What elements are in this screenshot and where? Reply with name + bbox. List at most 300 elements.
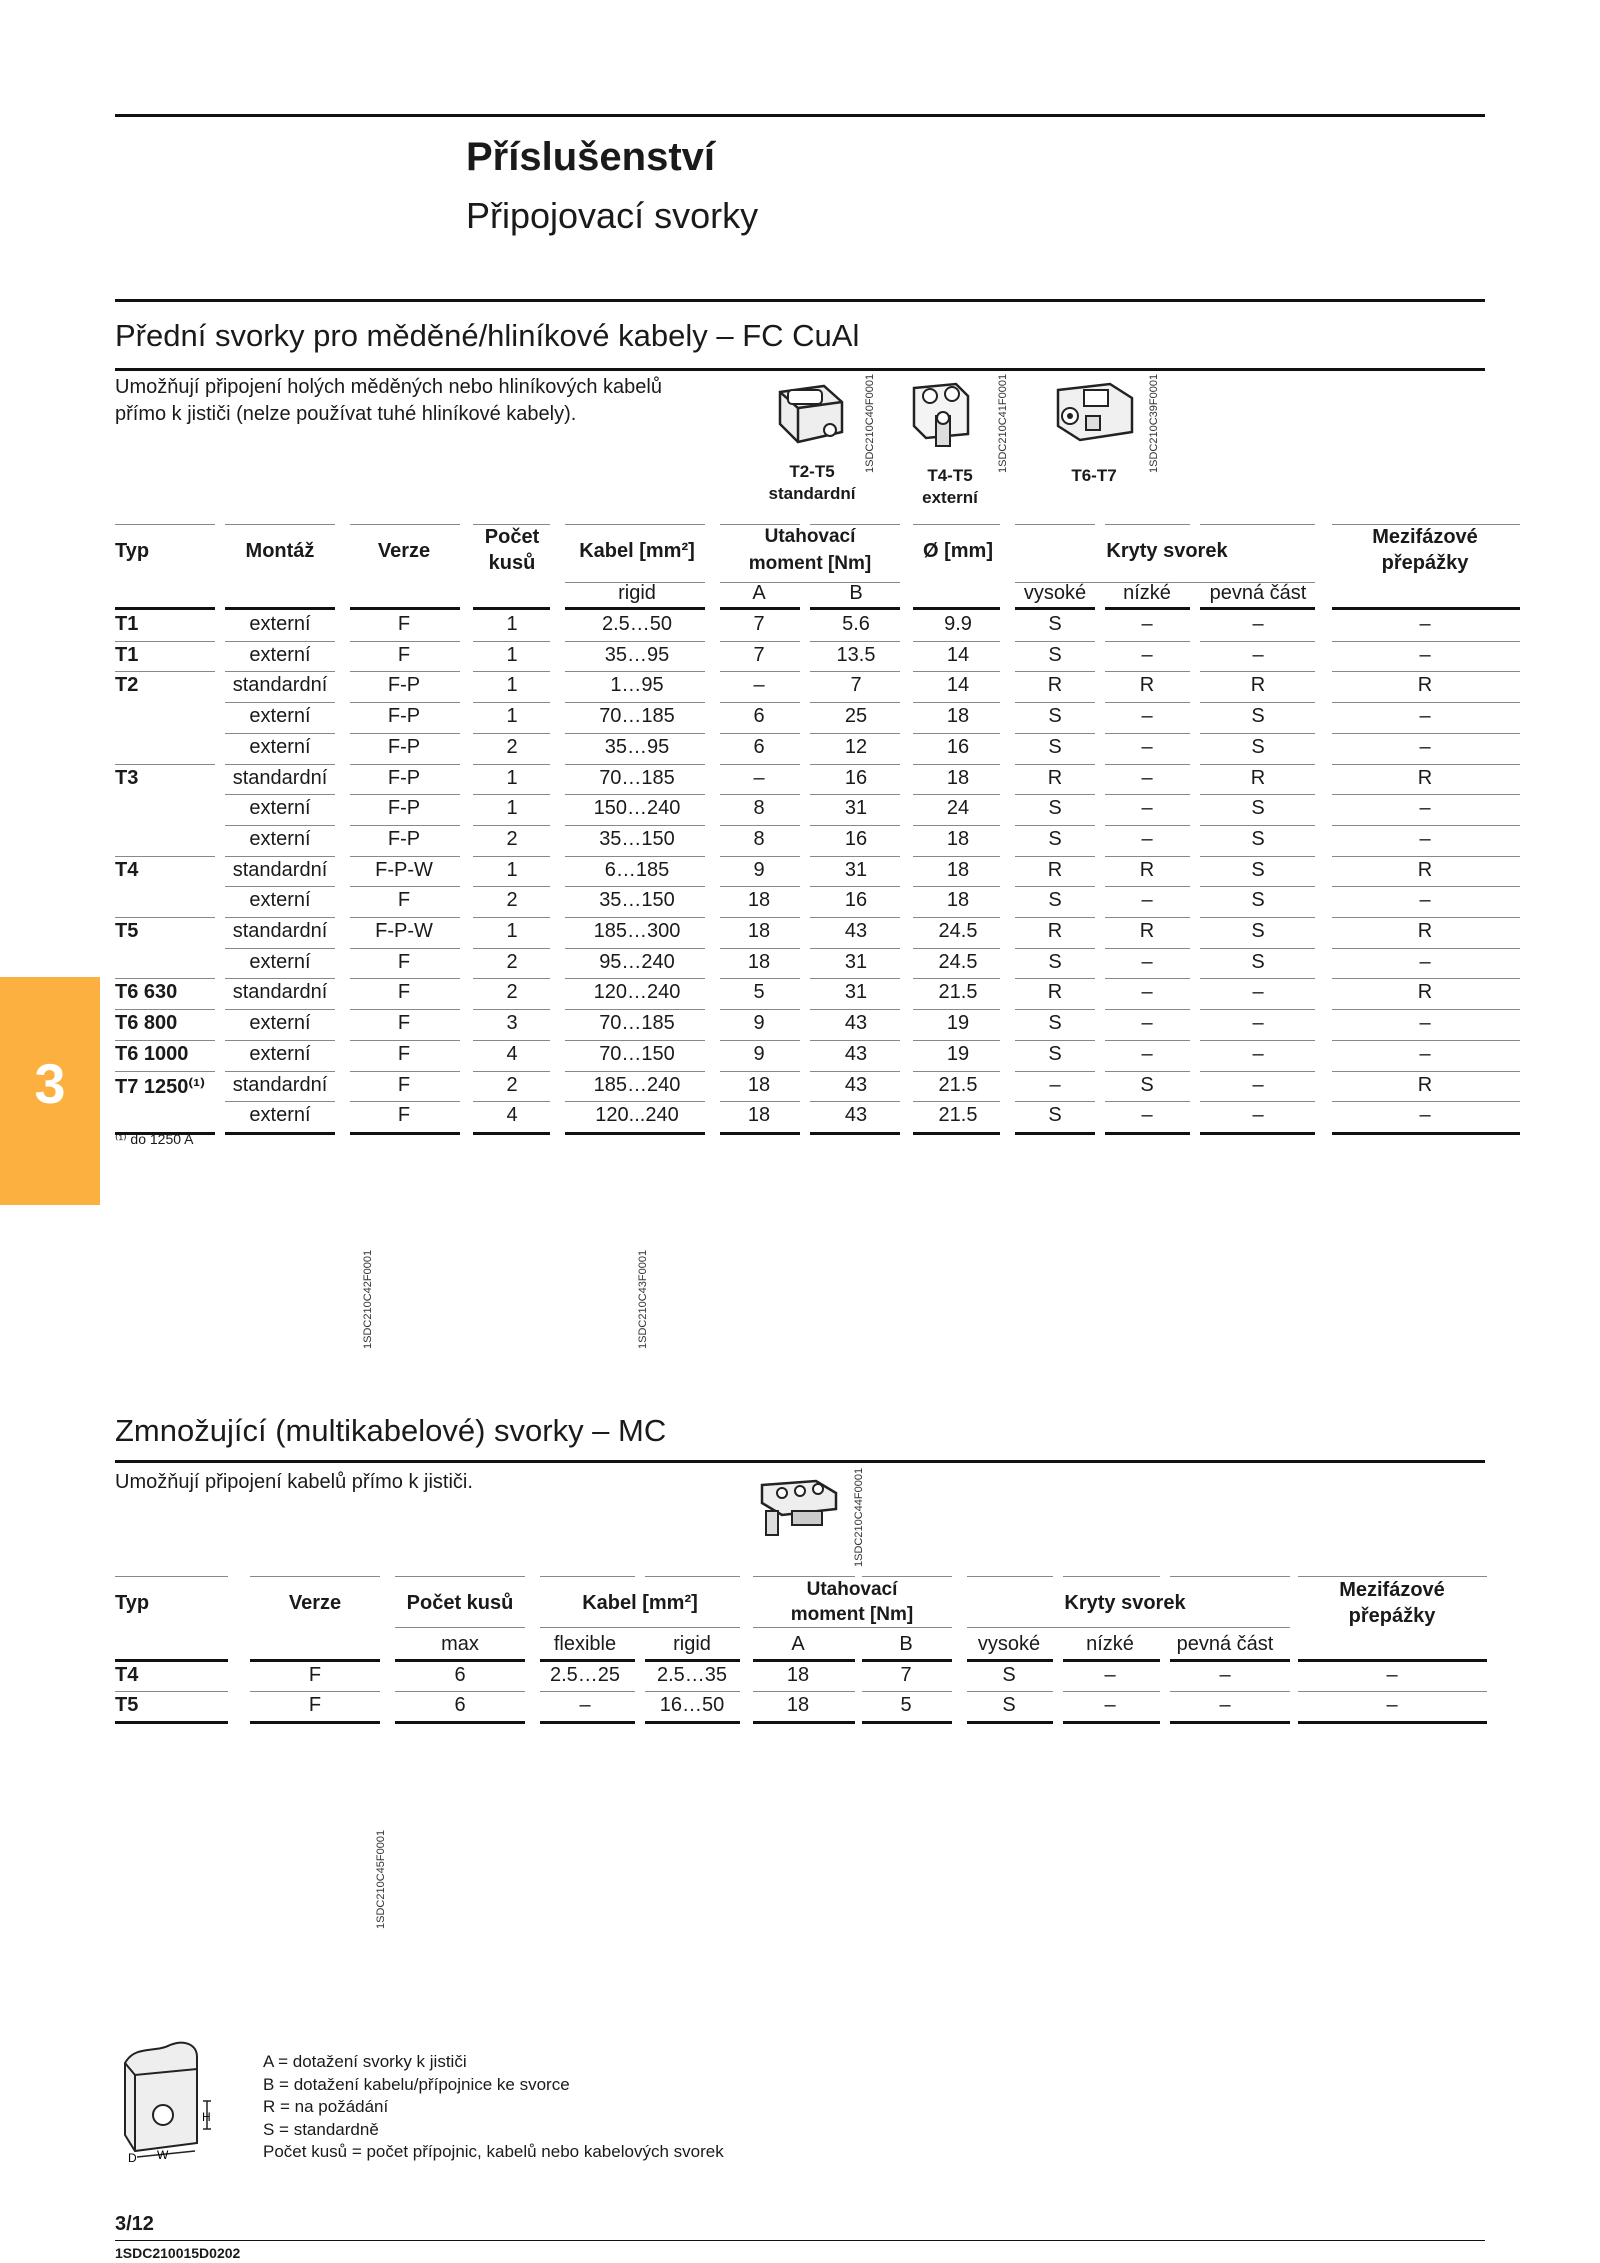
fc-image2-code: 1SDC210C41F0001 [997, 373, 1009, 473]
fc-row-rule [1200, 978, 1315, 979]
fc-row-rule [565, 978, 705, 979]
fc-row-rule [565, 1071, 705, 1072]
fc-cell: R [1417, 767, 1433, 789]
fc-cell: R [1139, 859, 1155, 881]
fc-cell: R [1047, 981, 1063, 1003]
fc-cell: 9 [753, 1012, 765, 1034]
fc-cell: S [1048, 951, 1062, 973]
fc-row-rule [810, 825, 900, 826]
fc-cell: 2 [506, 981, 518, 1003]
fc-row-rule [720, 671, 800, 672]
fc-row-rule [1332, 886, 1520, 887]
mc-header-mezifazove-l2: přepážky [1348, 1605, 1436, 1627]
fc-cell: 7 [753, 613, 765, 635]
fc-cell: externí [249, 613, 311, 635]
fc-row-rule [810, 978, 900, 979]
fc-cell: F [397, 951, 411, 973]
fc-cell: – [1252, 644, 1264, 666]
fc-cell: F [397, 981, 411, 1003]
mc-subheader-vysoke: vysoké [977, 1633, 1041, 1655]
top-rule [115, 114, 1485, 117]
fc-cell: – [1141, 705, 1153, 727]
fc-row-rule [913, 825, 1000, 826]
fc-cell-typ: T1 [115, 644, 139, 666]
chapter-tab [0, 977, 100, 1205]
fc-row-rule [565, 733, 705, 734]
fc-heading: Přední svorky pro měděné/hliníkové kabely – FC CuAl [115, 318, 860, 353]
mc-header-bottom-rule [1170, 1659, 1290, 1662]
fc-row-rule [473, 764, 550, 765]
fc-image3-label [1034, 465, 1154, 487]
fc-header-mezifazove-l2: přepážky [1381, 552, 1469, 574]
fc-row-rule [720, 733, 800, 734]
fc-cell: – [1252, 1012, 1264, 1034]
mc-header-bottom-rule [1063, 1659, 1160, 1662]
fc-cell: 18 [747, 951, 771, 973]
fc-cell: R [1417, 1074, 1433, 1096]
fc-row-rule [1332, 702, 1520, 703]
fc-cell: F-P [387, 797, 421, 819]
fc-subheader-rigid: rigid [618, 582, 656, 604]
mc-table-bottom-rule [862, 1721, 952, 1724]
fc-row-rule [1015, 1040, 1095, 1041]
fc-cell: S [1048, 613, 1062, 635]
fc-cell: 1 [506, 920, 518, 942]
mc-cell: – [1104, 1694, 1116, 1716]
fc-cell: 2.5…50 [601, 613, 673, 635]
fc-image1-label-l2: standardní [768, 484, 856, 503]
fc-row-rule [115, 764, 215, 765]
mc-header-bottom-rule [395, 1659, 525, 1662]
fc-table-bottom-rule [350, 1132, 460, 1135]
fc-table-bottom-rule [810, 1132, 900, 1135]
fc-row-rule [473, 641, 550, 642]
fc-cell: externí [249, 828, 311, 850]
fc-row-rule [1015, 702, 1095, 703]
fc-row-rule [913, 794, 1000, 795]
fc-cell-typ: T3 [115, 767, 139, 789]
fc-cell: 120…240 [593, 981, 681, 1003]
fc-cell: 35…95 [604, 644, 670, 666]
fc-cell: – [1049, 1074, 1061, 1096]
fc-cell: S [1251, 859, 1265, 881]
fc-row-rule [913, 917, 1000, 918]
fc-cell: – [1141, 644, 1153, 666]
fc-cell-typ: T1 [115, 613, 139, 635]
mc-header-top-rule [967, 1576, 1053, 1577]
fc-cell: R [1417, 920, 1433, 942]
fc-row-rule [1332, 948, 1520, 949]
fc-cell: S [1048, 1043, 1062, 1065]
fc-cell: standardní [232, 674, 328, 696]
fc-header-top-rule [225, 524, 335, 525]
fc-row-rule [1200, 1101, 1315, 1102]
fc-cell: 2 [506, 828, 518, 850]
fc-cell: – [1141, 1043, 1153, 1065]
fc-cell: 2 [506, 1074, 518, 1096]
mc-subheader-flexible: flexible [553, 1633, 617, 1655]
fc-row-rule [913, 733, 1000, 734]
fc-row-rule [565, 1040, 705, 1041]
fc-header-top-rule [1200, 524, 1315, 525]
fc-row-rule [225, 671, 335, 672]
fc-row-rule [1015, 1071, 1095, 1072]
fc-cell: R [1047, 674, 1063, 696]
fc-cell: R [1047, 767, 1063, 789]
fc-intro-line1: Umožňují připojení holých měděných nebo hliníkových kabelů [115, 376, 662, 398]
fc-cell: – [753, 674, 765, 696]
fc-header-bottom-rule [473, 607, 550, 610]
fc-row-rule [1015, 733, 1095, 734]
mc-cell: – [1219, 1694, 1231, 1716]
page-subtitle: Připojovací svorky [466, 195, 759, 236]
fc-cell: 21.5 [938, 981, 978, 1003]
fc-row-rule [1332, 733, 1520, 734]
mc-cell: 18 [786, 1664, 810, 1686]
fc-cell: – [1419, 1043, 1431, 1065]
fc-row-rule [565, 917, 705, 918]
fc-header-top-rule [473, 524, 550, 525]
fc-row-rule [1332, 1101, 1520, 1102]
fc-row-rule [115, 917, 215, 918]
fc-row-rule [565, 948, 705, 949]
fc-row-rule [1200, 948, 1315, 949]
fc-cell: – [1419, 797, 1431, 819]
mc-row-rule [1170, 1691, 1290, 1692]
dimension-d-label: D [128, 2151, 137, 2165]
fc-cell: S [1048, 828, 1062, 850]
fc-cell: 1 [506, 767, 518, 789]
fc-cell: 185…300 [593, 920, 681, 942]
mc-below-code: 1SDC210C45F0001 [375, 1829, 387, 1929]
fc-cell: S [1048, 1104, 1062, 1126]
fc-table-bottom-rule [1332, 1132, 1520, 1135]
fc-image3-code: 1SDC210C39F0001 [1148, 373, 1160, 473]
fc-header-top-rule [810, 524, 900, 525]
fc-cell: – [1419, 705, 1431, 727]
fc-cell: 7 [850, 674, 862, 696]
fc-row-rule [810, 733, 900, 734]
fc-cell: 150…240 [593, 797, 681, 819]
fc-row-rule [473, 671, 550, 672]
fc-header-prumer: Ø [mm] [923, 540, 993, 562]
mc-cell: 6 [454, 1694, 466, 1716]
fc-cell: 25 [844, 705, 868, 727]
fc-cell: 7 [753, 644, 765, 666]
fc-row-rule [565, 1101, 705, 1102]
fc-cell: S [1251, 736, 1265, 758]
fc-row-rule [720, 825, 800, 826]
mc-header-top-rule [862, 1576, 952, 1577]
fc-row-rule [350, 1040, 460, 1041]
fc-row-rule [473, 978, 550, 979]
fc-row-rule [565, 702, 705, 703]
fc-row-rule [1332, 671, 1520, 672]
fc-row-rule [225, 794, 335, 795]
fc-header-mezifazove-l1: Mezifázové [1372, 526, 1478, 548]
fc-row-rule [1105, 764, 1190, 765]
mc-header-top-rule [540, 1576, 635, 1577]
fc-cell: 2 [506, 736, 518, 758]
fc-terminal-t6t7-image [1050, 376, 1140, 456]
fc-image1-label-l1: T2-T5 [789, 462, 835, 481]
fc-cell: S [1251, 889, 1265, 911]
fc-row-rule [913, 702, 1000, 703]
fc-row-rule [225, 733, 335, 734]
fc-cell: 19 [946, 1043, 970, 1065]
fc-cell: standardní [232, 981, 328, 1003]
mc-terminal-image [752, 1475, 842, 1555]
terminal-dimension-diagram [115, 2035, 225, 2165]
mc-row-rule [1298, 1691, 1487, 1692]
mc-subheader-rule [540, 1627, 740, 1628]
fc-cell: F-P-W [375, 859, 433, 881]
fc-subheader-vysoke: vysoké [1023, 582, 1087, 604]
fc-row-rule [1105, 978, 1190, 979]
fc-cell: – [1419, 951, 1431, 973]
fc-row-rule [473, 886, 550, 887]
fc-row-rule [1105, 1071, 1190, 1072]
fc-below-code2: 1SDC210C43F0001 [637, 1249, 649, 1349]
mc-cell: F [308, 1694, 322, 1716]
fc-row-rule [1200, 917, 1315, 918]
fc-cell: 35…95 [604, 736, 670, 758]
fc-cell: 16 [946, 736, 970, 758]
fc-row-rule [720, 856, 800, 857]
fc-row-rule [1015, 825, 1095, 826]
fc-header-moment-l2: moment [Nm] [748, 553, 872, 574]
fc-cell: – [1141, 889, 1153, 911]
fc-cell: – [1141, 613, 1153, 635]
fc-header-top-rule [1332, 524, 1520, 525]
fc-cell: R [1139, 920, 1155, 942]
mc-cell: 18 [786, 1694, 810, 1716]
fc-subheader-nizke: nízké [1123, 582, 1171, 604]
fc-cell: S [1251, 797, 1265, 819]
fc-row-rule [810, 1071, 900, 1072]
mc-table-bottom-rule [1063, 1721, 1160, 1724]
fc-cell: 18 [946, 767, 970, 789]
mc-header-top-rule [1063, 1576, 1160, 1577]
fc-cell-typ: T7 1250⁽¹⁾ [115, 1076, 205, 1098]
mc-table-bottom-rule [967, 1721, 1053, 1724]
fc-cell: F [397, 1104, 411, 1126]
fc-row-rule [1015, 641, 1095, 642]
fc-row-rule [1105, 1101, 1190, 1102]
fc-cell: S [1251, 951, 1265, 973]
fc-header-bottom-rule [1015, 607, 1095, 610]
fc-row-rule [1105, 948, 1190, 949]
fc-cell: F [397, 644, 411, 666]
fc-cell: 24.5 [938, 951, 978, 973]
mc-subheader-b: B [899, 1633, 913, 1655]
mc-row-rule [395, 1691, 525, 1692]
mc-cell: 6 [454, 1664, 466, 1686]
mc-header-top-rule [1298, 1576, 1487, 1577]
mc-subheader-a: A [791, 1633, 805, 1655]
fc-header-kabel: Kabel [mm²] [579, 540, 695, 562]
fc-table-bottom-rule [1200, 1132, 1315, 1135]
fc-cell: 35…150 [599, 828, 675, 850]
fc-row-rule [473, 856, 550, 857]
fc-cell: 31 [844, 859, 868, 881]
fc-row-rule [913, 641, 1000, 642]
mc-heading: Zmnožující (multikabelové) svorky – MC [115, 1413, 667, 1448]
fc-row-rule [1105, 794, 1190, 795]
fc-cell: F [397, 1012, 411, 1034]
fc-header-top-rule [1015, 524, 1095, 525]
fc-cell: 14 [946, 674, 970, 696]
fc-row-rule [350, 886, 460, 887]
fc-table-bottom-rule [565, 1132, 705, 1135]
fc-cell: 4 [506, 1104, 518, 1126]
mc-header-bottom-rule [115, 1659, 228, 1662]
fc-row-rule [225, 1009, 335, 1010]
fc-row-rule [1332, 641, 1520, 642]
fc-cell: 18 [946, 859, 970, 881]
fc-row-rule [225, 886, 335, 887]
fc-row-rule [1015, 886, 1095, 887]
fc-row-rule [1200, 1009, 1315, 1010]
dimension-h-label: H [202, 2110, 211, 2124]
fc-row-rule [1200, 764, 1315, 765]
fc-cell: 2 [506, 951, 518, 973]
fc-header-top-rule [565, 524, 705, 525]
fc-row-rule [350, 733, 460, 734]
fc-row-rule [913, 671, 1000, 672]
fc-row-rule [350, 764, 460, 765]
fc-row-rule [350, 1009, 460, 1010]
fc-cell: S [1048, 889, 1062, 911]
fc-row-rule [565, 825, 705, 826]
fc-cell: F-P [387, 767, 421, 789]
fc-row-rule [1332, 825, 1520, 826]
fc-row-rule [1332, 764, 1520, 765]
fc-row-rule [810, 764, 900, 765]
fc-cell: standardní [232, 767, 328, 789]
mc-header-kabel: Kabel [mm²] [582, 1592, 698, 1614]
fc-row-rule [350, 917, 460, 918]
fc-cell: F [397, 613, 411, 635]
fc-row-rule [720, 978, 800, 979]
fc-cell: R [1250, 674, 1266, 696]
mc-cell: 2.5…35 [656, 1664, 728, 1686]
fc-cell: 16 [844, 828, 868, 850]
fc-cell: 21.5 [938, 1074, 978, 1096]
fc-cell: 18 [946, 889, 970, 911]
mc-header-moment-l1: Utahovací [806, 1579, 898, 1600]
fc-cell: – [753, 767, 765, 789]
mc-header-typ: Typ [115, 1592, 150, 1614]
fc-row-rule [810, 671, 900, 672]
legend [263, 2051, 724, 2164]
fc-header-bottom-rule [1332, 607, 1520, 610]
fc-cell: 18 [946, 705, 970, 727]
fc-row-rule [1105, 856, 1190, 857]
fc-row-rule [1015, 948, 1095, 949]
fc-header-pocet-l2: kusů [488, 552, 536, 574]
fc-row-rule [1200, 733, 1315, 734]
fc-header-bottom-rule [1105, 607, 1190, 610]
fc-cell: 18 [946, 828, 970, 850]
fc-row-rule [350, 1071, 460, 1072]
fc-row-rule [1105, 702, 1190, 703]
fc-cell: 8 [753, 797, 765, 819]
fc-header-top-rule [350, 524, 460, 525]
fc-image3-label-l1: T6-T7 [1071, 466, 1117, 485]
mc-header-mezifazove-l1: Mezifázové [1339, 1579, 1445, 1601]
fc-row-rule [1332, 1071, 1520, 1072]
fc-cell: F [397, 889, 411, 911]
fc-row-rule [115, 641, 215, 642]
fc-row-rule [565, 794, 705, 795]
fc-cell: R [1417, 981, 1433, 1003]
fc-cell: 120...240 [595, 1104, 679, 1126]
mc-row-rule [862, 1691, 952, 1692]
fc-row-rule [473, 733, 550, 734]
mc-header-moment-l2: moment [Nm] [790, 1604, 914, 1625]
fc-header-pocet-l1: Počet [484, 526, 540, 548]
fc-cell: 19 [946, 1012, 970, 1034]
fc-header-montaz: Montáž [245, 540, 315, 562]
fc-cell: – [1252, 1104, 1264, 1126]
fc-cell: standardní [232, 859, 328, 881]
mc-header-top-rule [395, 1576, 525, 1577]
fc-cell: 3 [506, 1012, 518, 1034]
fc-row-rule [720, 1009, 800, 1010]
fc-row-rule [913, 1071, 1000, 1072]
legend-line-b: B = dotažení kabelu/přípojnice ke svorce [263, 2074, 570, 2094]
mc-subheader-max: max [441, 1633, 479, 1655]
fc-cell: 18 [747, 889, 771, 911]
fc-table-bottom-rule [473, 1132, 550, 1135]
fc-table-bottom-rule [1015, 1132, 1095, 1135]
fc-cell: – [1419, 828, 1431, 850]
mc-table-bottom-rule [395, 1721, 525, 1724]
fc-row-rule [1332, 1009, 1520, 1010]
footer-rule [115, 2240, 1485, 2241]
section-rule [115, 299, 1485, 302]
fc-cell: 9.9 [944, 613, 972, 635]
fc-row-rule [115, 671, 215, 672]
fc-cell: 70…185 [599, 767, 675, 789]
fc-cell: – [1252, 1043, 1264, 1065]
fc-cell: 31 [844, 951, 868, 973]
fc-row-rule [225, 825, 335, 826]
fc-cell: 43 [844, 920, 868, 942]
fc-row-rule [225, 917, 335, 918]
fc-row-rule [1015, 1101, 1095, 1102]
fc-header-typ: Typ [115, 540, 150, 562]
legend-line-r: R = na požádání [263, 2097, 389, 2117]
mc-table-bottom-rule [540, 1721, 635, 1724]
mc-table-bottom-rule [645, 1721, 740, 1724]
fc-row-rule [473, 702, 550, 703]
mc-row-rule [645, 1691, 740, 1692]
mc-cell: F [308, 1664, 322, 1686]
fc-intro [115, 374, 735, 428]
fc-cell: F-P [387, 674, 421, 696]
fc-cell: externí [249, 705, 311, 727]
chapter-number: 3 [34, 1052, 66, 1115]
mc-cell: – [1219, 1664, 1231, 1686]
fc-terminal-t2t5-image [772, 380, 852, 450]
fc-cell: 1 [506, 613, 518, 635]
fc-cell: S [1140, 1074, 1154, 1096]
fc-table-bottom-rule [1105, 1132, 1190, 1135]
fc-header-bottom-rule [810, 607, 900, 610]
fc-row-rule [1332, 794, 1520, 795]
